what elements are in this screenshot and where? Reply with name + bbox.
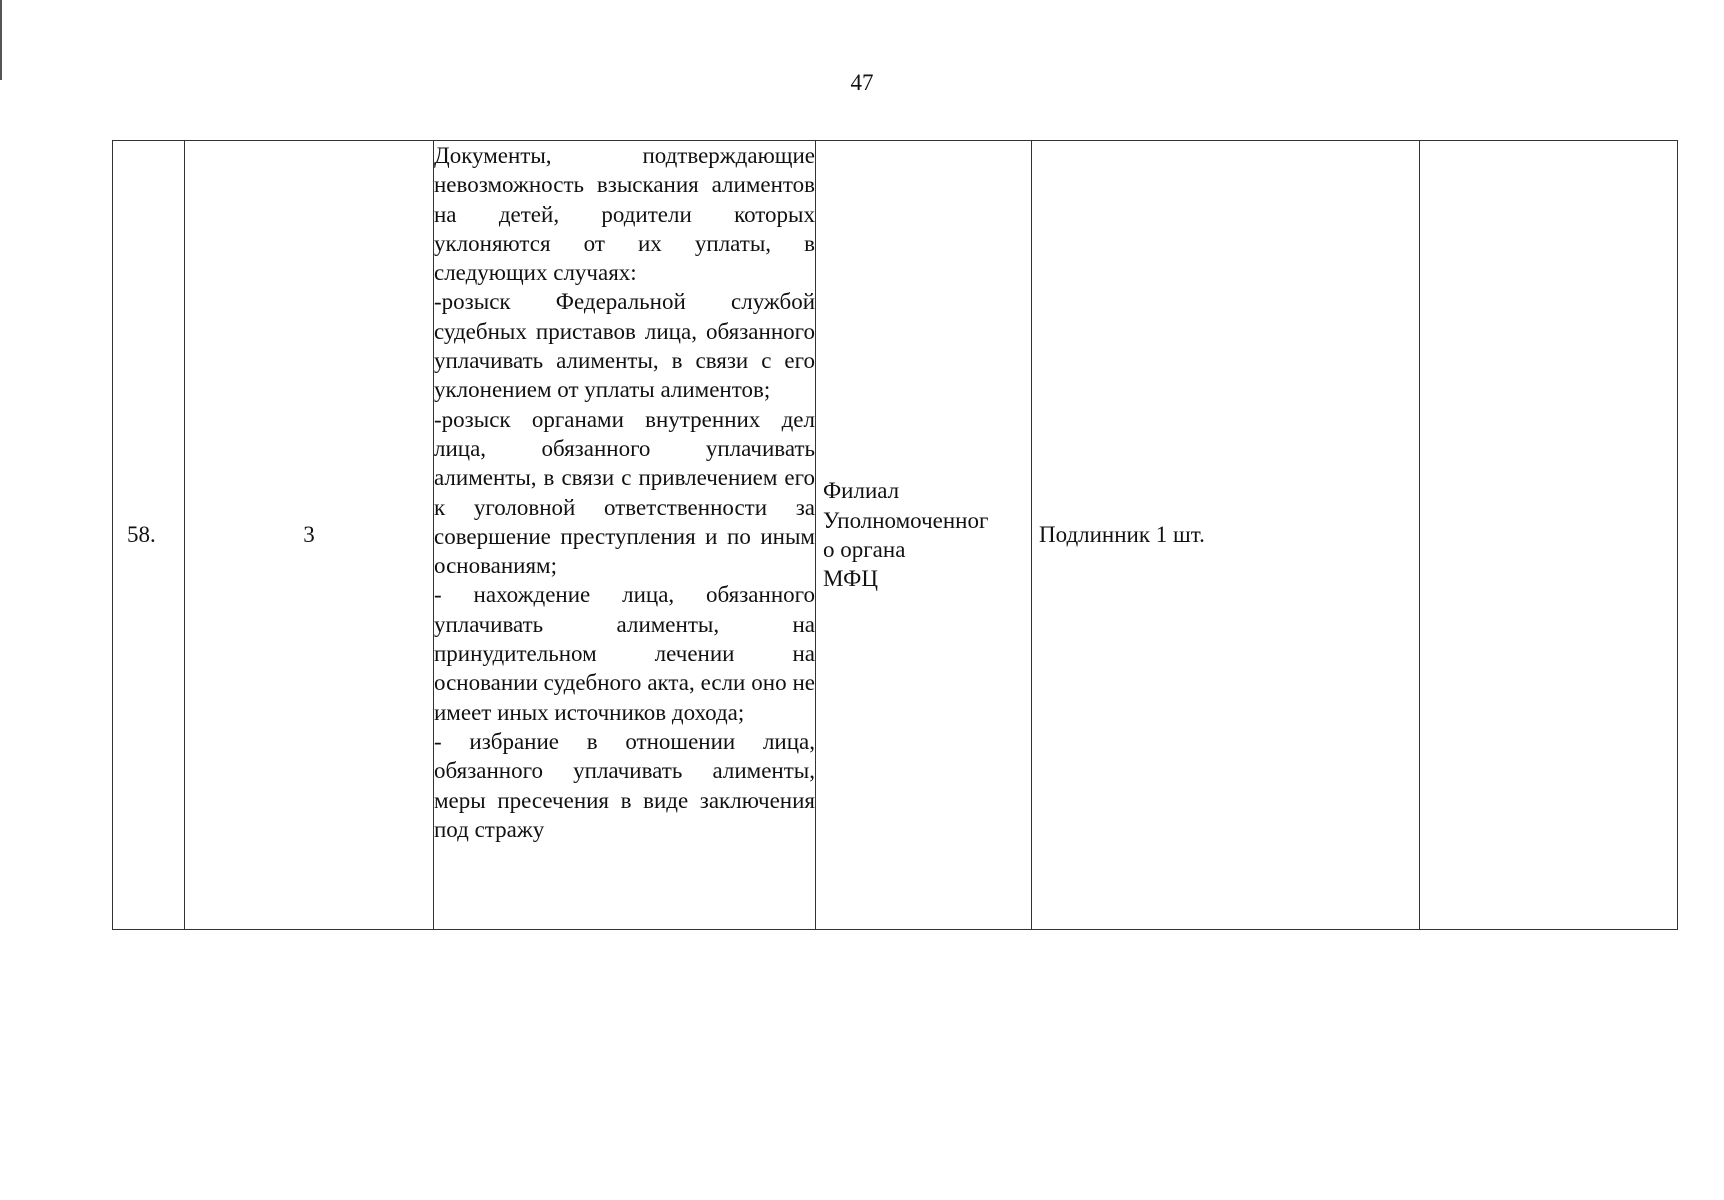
page-number: 47 <box>850 70 874 95</box>
requirement-paragraph: -розыск органами внутренних дел лица, обязанного уплачивать алименты, в связи с привлечением его к уголовной ответственности за совершение преступления и по иным основаниям; <box>434 406 815 579</box>
issuer-line: Филиал <box>823 478 900 504</box>
issuer-line: о органа <box>823 537 906 562</box>
issuer-line: Уполномоченног <box>823 507 989 533</box>
document-table <box>112 140 1678 930</box>
table-row <box>113 141 1678 930</box>
row-category-cell: 3 <box>185 141 434 930</box>
scan-edge-mark <box>0 0 2 80</box>
issuer-line: МФЦ <box>823 566 878 592</box>
requirement-paragraph: - нахождение лица, обязанного уплачивать алименты, на принудительном лечении на основании судебного акта, если оно не имеет иных источников дохода; <box>434 582 815 725</box>
notes-cell <box>1420 141 1678 930</box>
issuer-cell <box>816 141 1032 930</box>
document-form-cell: Подлинник 1 шт. <box>1032 141 1420 930</box>
requirement-cell <box>434 141 816 930</box>
requirement-paragraph: - избрание в отношении лица, обязанного уплачивать алименты, меры пресечения в виде заключения под стражу <box>434 728 815 842</box>
requirement-paragraph: -розыск Федеральной службой судебных приставов лица, обязанного уплачивать алименты, в связи с его уклонением от уплаты алиментов; <box>434 289 815 403</box>
row-index-cell: 58. <box>113 141 185 930</box>
requirement-paragraph: Документы, подтверждающие невозможность взыскания алиментов на детей, родители которых уклоняются от их уплаты, в следующих случаях: <box>434 143 815 286</box>
